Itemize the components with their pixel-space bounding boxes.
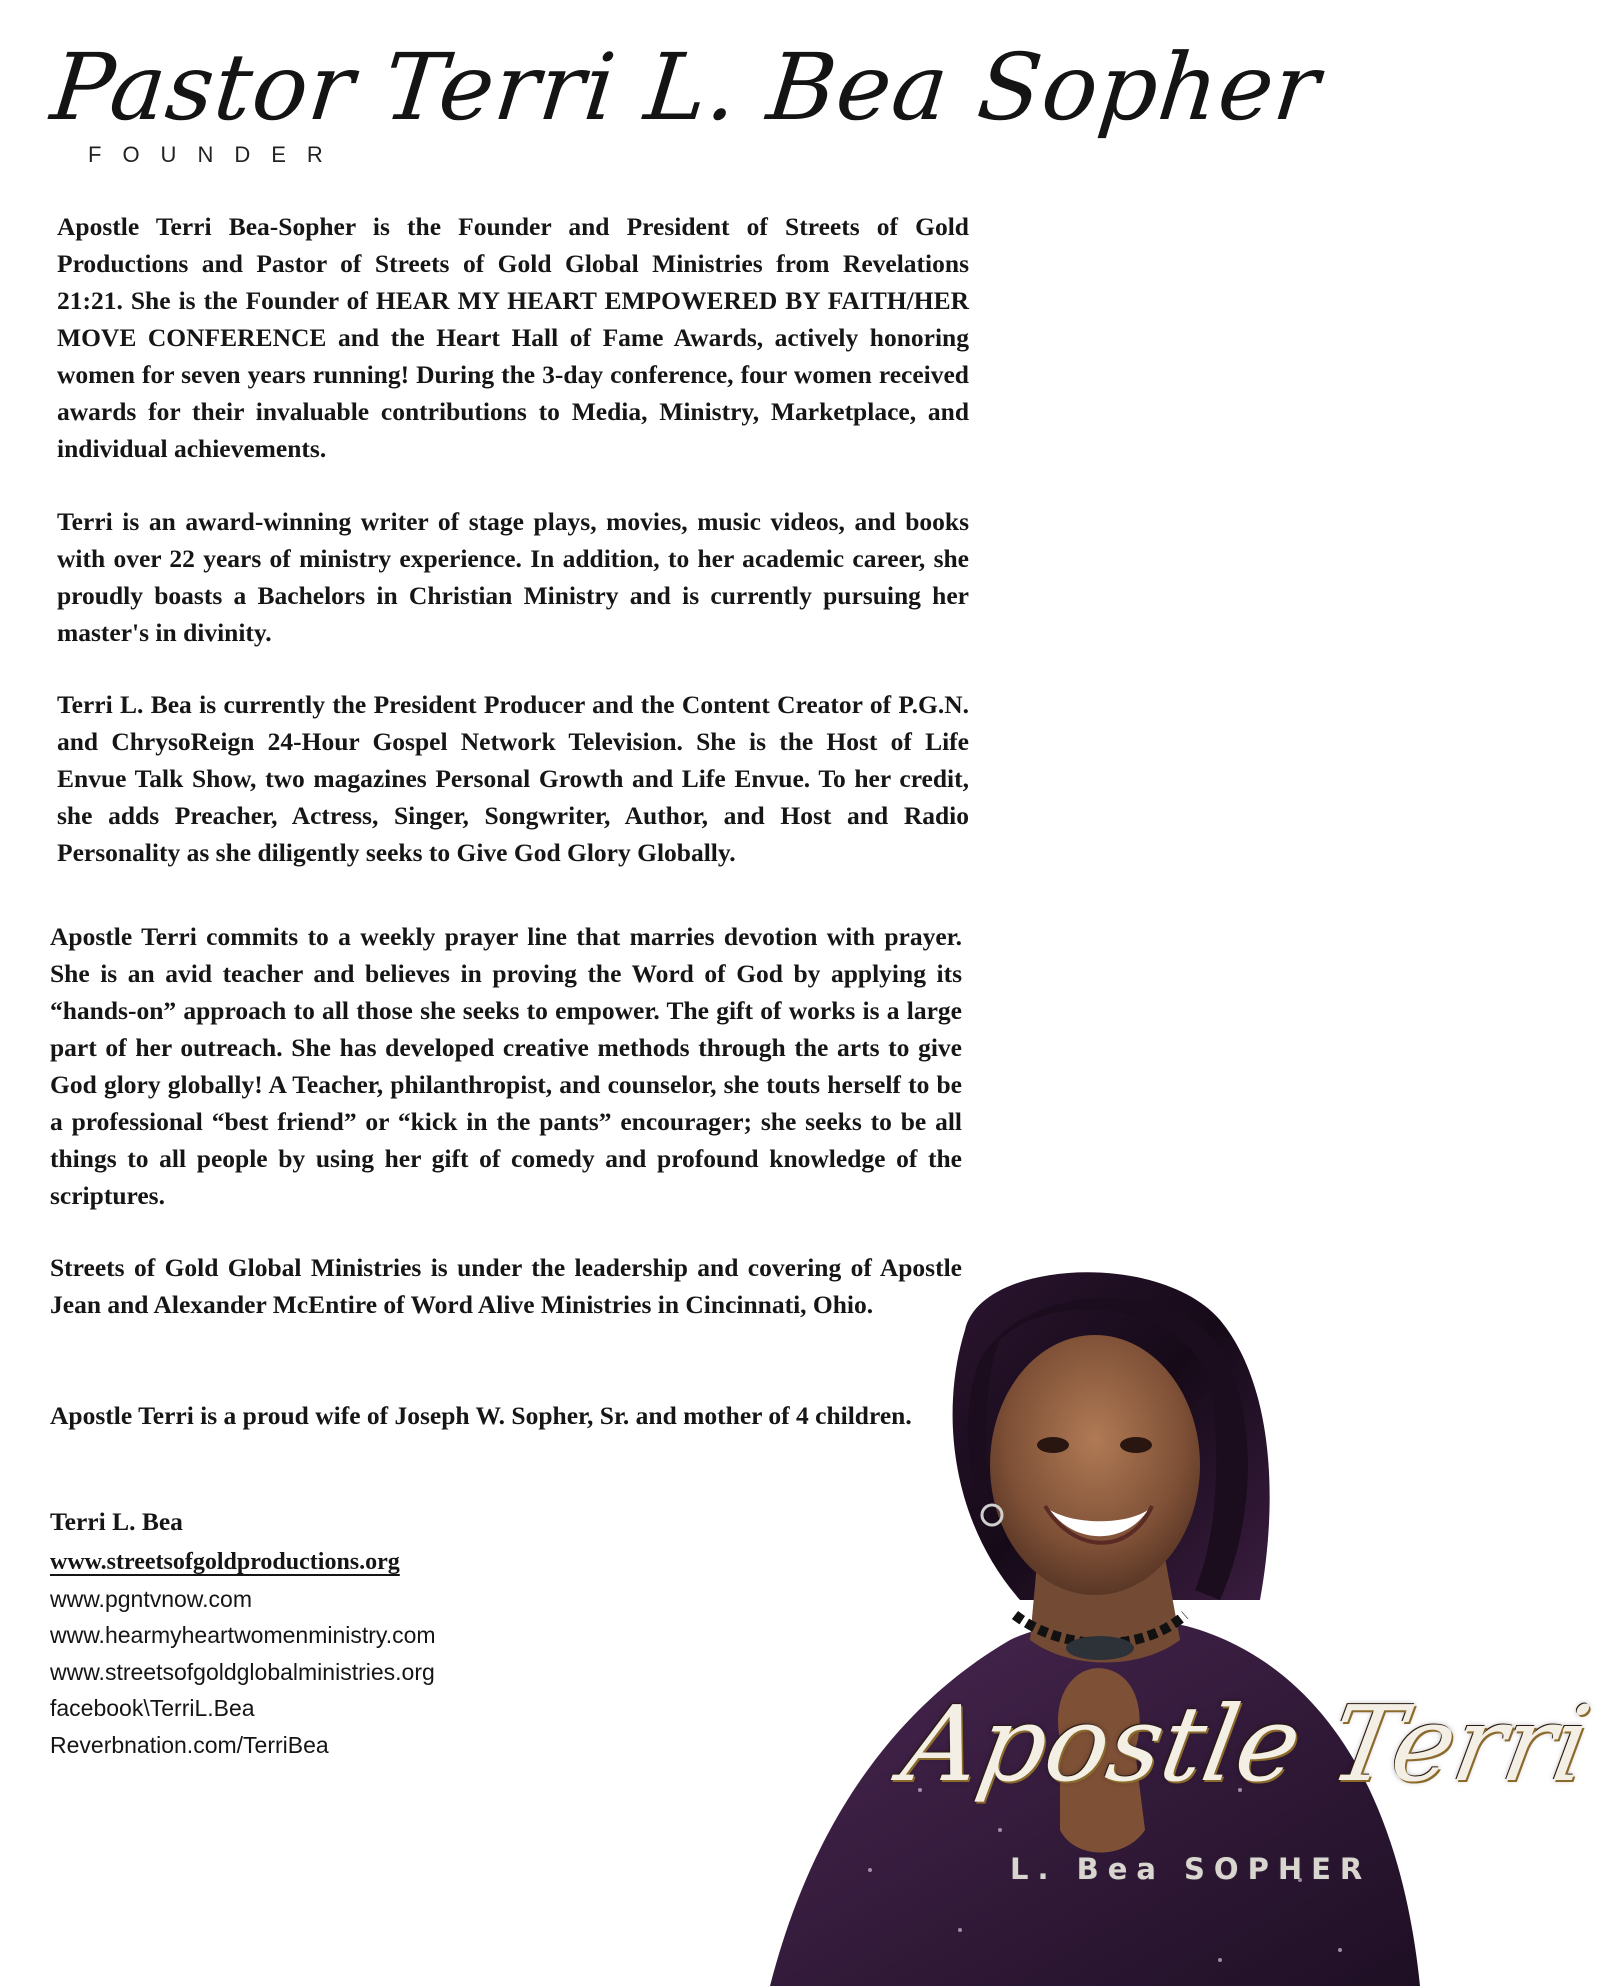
founder-label: FOUNDER [88, 142, 344, 167]
contact-name: Terri L. Bea [50, 1507, 183, 1536]
bio-paragraph-3: Terri L. Bea is currently the President Producer and the Content Creator of P.G.N. and ChrysoReign 24-Hour Gospel Network Television. She is the Host of Life Envue Talk Show, two magazines Personal Growth and Life Envue. To her credit, she adds Preacher, Actress, Singer, Songwriter, Author, and Host and Radio Personality as she diligently seeks to Give God Glory Globally. [57, 690, 969, 867]
link-facebook[interactable]: facebook\TerriL.Bea [50, 1695, 255, 1722]
link-pgntvnow[interactable]: www.pgntvnow.com [50, 1585, 252, 1612]
bio-paragraph-4: Apostle Terri commits to a weekly prayer line that marries devotion with prayer. She is an avid teacher and believes in proving the Word of God by applying its “hands-on” approach to all those she seeks to empower. The gift of works is a large part of her outreach. She has developed creative methods through the arts to give God glory globally! A Teacher, philanthropist, and counselor, she touts herself to be a professional “best friend” or “kick in the pants” encourager; she seeks to be all things to all people by using her gift of comedy and profound knowledge of the scriptures. [50, 922, 962, 1210]
bio-paragraph-1: Apostle Terri Bea-Sopher is the Founder and President of Streets of Gold Productions and Pastor of Streets of Gold Global Ministries from Revelations 21:21. She is the Founder of HEAR MY HEART EMPOWERED BY FAITH/HER MOVE CONFERENCE and the Heart Hall of Fame Awards, actively honoring women for seven years running! During the 3-day conference, four women received awards for their invaluable contributions to Media, Ministry, Marketplace, and individual achievements. [57, 212, 969, 463]
apostle-terri-script: Apostle Terri [894, 1683, 1599, 1805]
link-streets-of-gold-productions[interactable]: www.streetsofgoldproductions.org [50, 1549, 400, 1575]
link-reverbnation[interactable]: Reverbnation.com/TerriBea [50, 1731, 329, 1758]
bio-paragraph-6: Apostle Terri is a proud wife of Joseph W. Sopher, Sr. and mother of 4 children. [50, 1401, 912, 1430]
link-hearmyheart[interactable]: www.hearmyheartwomenministry.com [50, 1622, 436, 1649]
bea-sopher-subtitle: L. Bea SOPHER [1010, 1852, 1372, 1886]
contact-links [50, 1544, 436, 1764]
bio-paragraph-5: Streets of Gold Global Ministries is under the leadership and covering of Apostle Jean and Alexander McEntire of Word Alive Ministries in Cincinnati, Ohio. [50, 1253, 962, 1319]
signature-title: Pastor Terri L. Bea Sopher [46, 34, 1326, 141]
bio-paragraph-2: Terri is an award-winning writer of stage plays, movies, music videos, and books with over 22 years of ministry experience. In addition, to her academic career, she proudly boasts a Bachelors in Christian Ministry and is currently pursuing her master's in divinity. [57, 507, 969, 647]
link-streets-of-gold-global[interactable]: www.streetsofgoldglobalministries.org [50, 1658, 435, 1685]
